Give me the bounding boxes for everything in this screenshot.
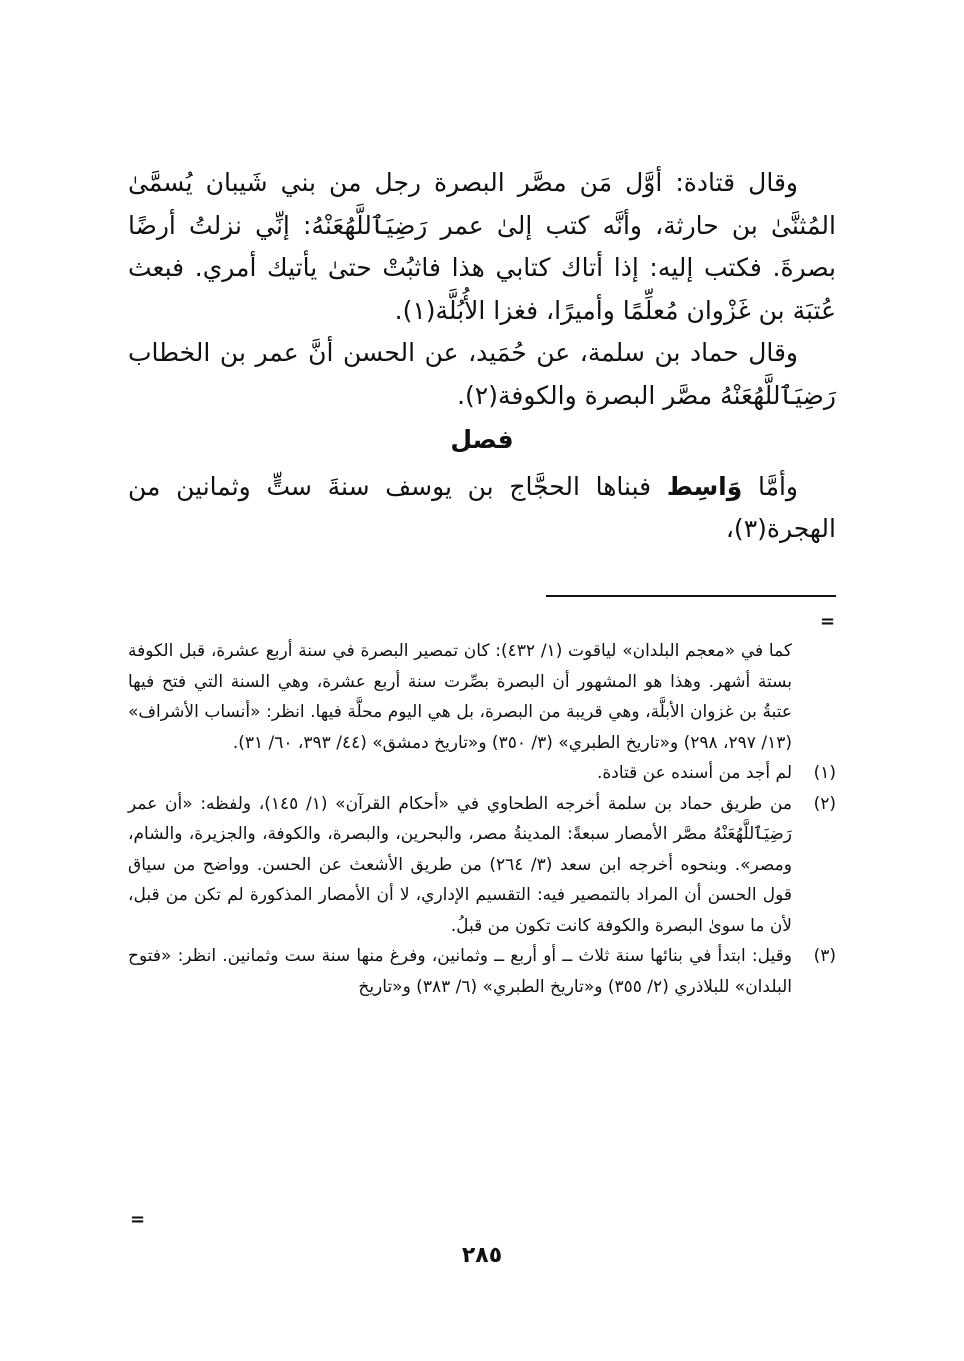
paragraph-qatada: وقال قتادة: أوَّل مَن مصَّر البصرة رجل من بني شَيبان يُسمَّىٰ المُثنَّىٰ بن حارثة، وأنَّه كتب إلىٰ عمر رَضِيَٱللَّهُعَنْهُ: إنِّي نزلتُ أرضًا بصرةَ. فكتب إليه: إذا أتاك كتابي هذا فاثبُتْ حتىٰ يأتيك أمري. فبعث عُتبَة بن غَزْوان مُعلِّمًا وأميرًا، فغزا الأُبُلَّة(١). [128,168,836,325]
footnote-3 [128,941,836,1002]
footnote-text: من طريق حماد بن سلمة أخرجه الطحاوي في «أحكام القرآن» (١/ ١٤٥)، ولفظه: «أن عمر رَضِيَٱللَّهُعَنْهُ مصَّر الأمصار سبعةً: المدينةُ مصر، والبحرين، والبصرة، والكوفة، والجزيرة، والشام، ومصر». وبنحوه أخرجه ابن سعد (٣/ ٢٦٤) من طريق الأشعث عن الحسن. وواضح من سياق قول الحسن أن المراد بالتمصير فيه: التقسيم الإداري، لا أن الأمصار المذكورة لم تكن من قبل، لأن ما سوىٰ البصرة والكوفة كانت تكون من قبلُ. [128,793,793,936]
footnote-number: (٢) [813,793,836,814]
footnote-number: (١) [813,763,836,783]
section-heading: فصل [450,425,514,454]
page-number: ٢٨٥ [461,1243,503,1268]
footnote-text: لم أجد من أسنده عن قتادة. [596,763,792,783]
footnote-2 [128,789,836,942]
footnote-continuation: كما في «معجم البلدان» لياقوت (١/ ٤٣٢): كان تمصير البصرة في سنة أربع عشرة، قبل الكوفة بستة أشهر. وهذا هو المشهور أن البصرة بصِّرت سنة أربع عشرة، وهي السنة التي فتح فيها عتبةُ بن غزوان الأبلَّة، وهي قريبة من البصرة، بل هي اليوم محلَّة فيها. انظر: «أنساب الأشراف» (١٣/ ٢٩٧، ٢٩٨) و«تاريخ الطبري» (٣/ ٣٥٠) و«تاريخ دمشق» (٤٤/ ٣٩٣، ٦٠/ ٣١). [128,641,792,753]
paragraph-hammad: وقال حماد بن سلمة، عن حُمَيد، عن الحسن أنَّ عمر بن الخطاب رَضِيَٱللَّهُعَنْهُ مصَّر البصرة والكوفة(٢). [128,338,836,410]
continuation-marker-top: = [820,611,836,632]
footnote-divider [546,595,836,597]
footnote-number: (٣) [813,946,836,966]
footnote-1 [128,758,836,789]
footnotes [128,636,836,1002]
main-text [128,162,836,551]
paragraph-wasit-rest: فبناها الحجَّاج بن يوسف سنةَ ستٍّ وثمانين من الهجرة(٣)، [128,471,836,543]
continuation-marker-bottom: = [130,1209,146,1230]
paragraph-wasit-lead: وأمَّا [742,471,798,501]
place-name-wasit: وَاسِط [666,471,743,501]
footnote-text: وقيل: ابتدأ في بنائها سنة ثلاث ــ أو أربع ــ وثمانين، وفرغ منها سنة ست وثمانين. انظر: «فتوح البلدان» للبلاذري (٢/ ٣٥٥) و«تاريخ الطبري» (٦/ ٣٨٣) و«تاريخ [128,946,792,997]
paragraph-wasit [128,466,836,551]
